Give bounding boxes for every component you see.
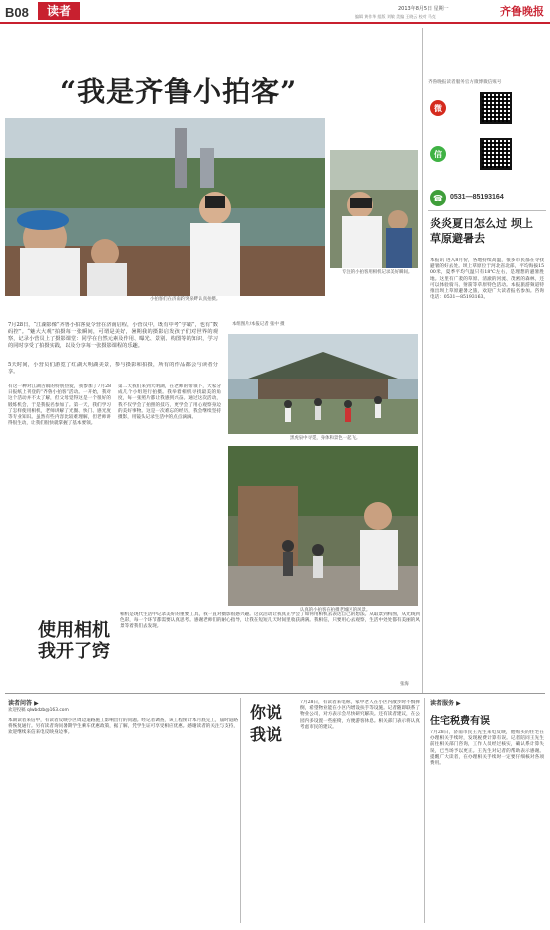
left-column-body: 本期读者来信中，有读者反映小区周边道路施工影响出行的问题。经记者调查，该工程预计本月底完工，届时道路将恢复通行。另有读者询问暑期学生乘车优惠政策，据了解，凭学生证可享受相应优惠。感谢读者的关注与支持，欢迎继续来信来电反映身边事。 (8, 718, 238, 736)
side-photo (330, 150, 418, 268)
center-column-body: 7月28日，有读者来电称，家中老人在小区内散步时不慎摔倒，希望物业能在小区内增设扶手等设施。记者随即联系了物业公司，对方表示会尽快研究解决。还有读者建议，在公园内多设置一些座椅，方便游客休息。相关部门表示将认真考虑市民的建议。 (300, 700, 420, 730)
center-column-title: 你说 我说 (250, 703, 283, 744)
section-label: 读者 (38, 2, 80, 20)
issue-date: 2013年8月5日 星期一 (398, 6, 449, 12)
newspaper-logo: 齐鲁晚报 (500, 5, 544, 18)
body-column-2: 第二天我们来到大明湖，在老师的带领下，大家分成几个小组进行拍摄。我举着相机寻找最美的角度，每一张照片都让我感到兴奋。通过这次活动，我不仅学会了拍照的技巧，更学会了用心观察身边的美好事物。这是一次难忘的经历，我会继续坚持摄影，用镜头记录生活中的点点滴滴。 (118, 384, 221, 421)
sidebar-phone: 0531—85193164 (450, 194, 504, 201)
wechat-icon[interactable]: 信 (430, 146, 446, 162)
street-photo-caption: 认真的小拍客在拍摄老城区的风景。 (300, 608, 371, 613)
sidebar-body: 本报讯 进入8月份，各地持续高温，很多市民都在寻找避暑的好去处。坝上草原位于河北省北部，平均海拔1500米，夏季平均气温只有18℃左右，是理想的避暑胜地。这里有广袤的草原、清澈的河流、茂密的森林，还可以体验骑马、射箭等草原特色活动。本报旅游频道特推出坝上草原避暑之旅，欢迎广大读者报名参加。咨询电话：0531—85193163。 (430, 258, 544, 301)
right-column-title: 住宅税费有误 (430, 716, 490, 727)
header-rule (0, 22, 550, 24)
page-number: B08 (5, 5, 29, 20)
weibo-qr-code (480, 92, 512, 124)
phone-icon[interactable]: ☎ (430, 190, 446, 206)
street-photo (228, 446, 418, 606)
sidebar-rule (428, 210, 546, 211)
right-column-body: 7月28日，济南市民王先生来电反映，他购买的住宅在办理相关手续时，发现税费计算有误。记者陪同王先生前往相关部门咨询，工作人员经过核实，确认系计算失误，已当场予以更正。王先生对记者的帮助表示感谢。提醒广大读者，在办理相关手续时一定要仔细核对各项费用。 (430, 730, 544, 767)
left-column-heading: 读者问答 ▶ (8, 700, 39, 707)
editor-meta: 编辑 黄作华 组版 刘敏 美编 王晓云 校对 马克 (355, 14, 436, 19)
bottom-divider-1 (240, 698, 241, 923)
photo-byline: 本组图片/本报记者 张中 摄 (232, 322, 285, 327)
sidebar-headline: 炎炎夏日怎么过 坝上草原避暑去 (430, 217, 533, 245)
kicker-title (38, 620, 128, 662)
kicker-body: 相机是现代生活中记录美好的重要工具，我一直对摄影很感兴趣。这次活动让我真正学会了如何用相机去表达自己的想法。从取景到构图，从光线到色彩，每一个环节都需要认真思考。感谢老师们的耐心指导，让我在短短几天时间里收获满满。我相信，只要用心去观察，生活中处处都有美丽的风景等着我们去发现。 (120, 612, 420, 630)
sidebar-divider (422, 28, 423, 693)
wechat-qr-code (480, 138, 512, 170)
kicker-author: 张海 (400, 682, 409, 687)
weibo-icon[interactable]: 微 (430, 100, 446, 116)
side-photo-caption: 专注的小拍客用相机记录美好瞬间。 (342, 270, 413, 275)
main-photo (5, 118, 325, 296)
right-column-heading: 读者服务 ▶ (430, 700, 461, 707)
page-title: “我是齐鲁小拍客” (60, 75, 298, 108)
kicker-text: 使用相机 我开了窍 (38, 620, 110, 662)
lead-paragraph: 7月28日，“江湖影像”齐鲁小拍客夏令营在济南启程，小营员中，既有中考“学霸”，也有“数码控”。“魅大大观”拍摄每一张瞬间，可谓是美好，暑期我的摄影启发孩子们对世界的观察，记录小营员上了摄影课堂：同学在自然元素及作用、曝光、景别、构图等的知识，学习的同时享受了拍摄实践，以及分享每一张摄影课程的乐趣。 (8, 322, 218, 349)
bottom-divider-2 (424, 698, 425, 923)
bottom-rule (5, 693, 545, 694)
body-column-1: 有这一种对江湖古镇的特别热爱，我参加了7月28日报纸上刊登的“齐鲁小拍客”活动。一开始，我对这个活动并不太了解，但父母觉得这是一个很好的锻炼机会，于是我报名参加了。第一天，我们学习了怎样使用相机，老师讲解了光圈、快门、感光度等专业知识。虽然有些内容比较难理解，但老师讲得很生动，让我们很快就掌握了基本要领。 (8, 384, 111, 427)
group-photo (228, 334, 418, 434)
group-photo-caption: 黑虎泉中寻觅，身体和景色一起飞。 (290, 436, 361, 441)
left-column-meta: 欢迎投稿 qlwbdzb@163.com (8, 708, 69, 713)
lead-paragraph-2: 5天时间，小营员们游览了红湖大明湖美景，参与摄影和拍摄，所有的作品都会与读者分享。 (8, 362, 218, 375)
sidebar-heading: 齐鲁晚报读者服务官方微博微信账号 (428, 80, 502, 85)
main-photo-caption: 小拍客们在济南趵突泉畔认真拍摄。 (150, 297, 221, 302)
